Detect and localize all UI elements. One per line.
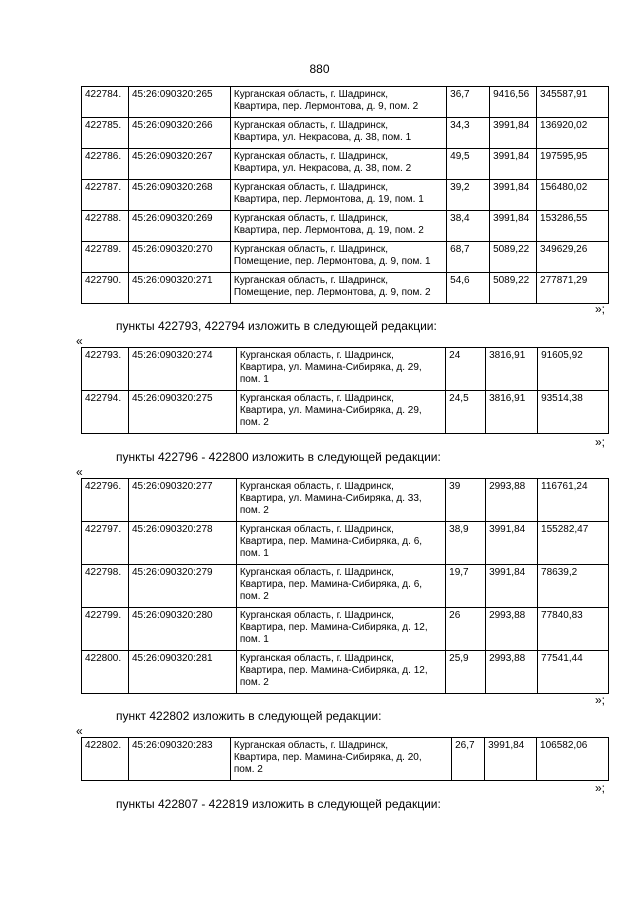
table-row (82, 738, 609, 781)
total-value: 197595,95 (537, 149, 609, 180)
address: Курганская область, г. Шадринск, Квартира, ул. Мамина-Сибиряка, д. 29, пом. 1 (236, 348, 445, 391)
area: 19,7 (446, 565, 486, 608)
closing-quote: »; (594, 781, 605, 795)
address: Курганская область, г. Шадринск, Квартира, пер. Мамина-Сибиряка, д. 12, пом. 1 (236, 608, 445, 651)
cadastral-number: 45:26:090320:277 (128, 479, 236, 522)
cadastral-number: 45:26:090320:281 (128, 651, 236, 694)
area: 26 (446, 608, 486, 651)
area: 38,4 (447, 211, 490, 242)
total-value: 91605,92 (538, 348, 609, 391)
unit-price: 5089,22 (490, 273, 537, 304)
area: 49,5 (447, 149, 490, 180)
cadastral-number: 45:26:090320:280 (128, 608, 236, 651)
cadastral-number: 45:26:090320:265 (128, 87, 230, 118)
total-value: 136920,02 (537, 118, 609, 149)
unit-price: 2993,88 (486, 479, 538, 522)
area: 24,5 (446, 391, 486, 434)
unit-price: 3991,84 (490, 118, 537, 149)
unit-price: 9416,56 (490, 87, 537, 118)
property-table-4 (81, 737, 609, 781)
amendment-paragraph: пункты 422796 - 422800 изложить в следующей редакции: (116, 450, 441, 464)
cadastral-number: 45:26:090320:274 (128, 348, 236, 391)
table-row (82, 565, 609, 608)
address: Курганская область, г. Шадринск, Квартира, пер. Мамина-Сибиряка, д. 6, пом. 2 (236, 565, 445, 608)
row-number: 422789. (82, 242, 129, 273)
total-value: 345587,91 (537, 87, 609, 118)
opening-quote: « (76, 724, 83, 738)
cadastral-number: 45:26:090320:275 (128, 391, 236, 434)
unit-price: 3991,84 (490, 149, 537, 180)
address: Курганская область, г. Шадринск, Квартира, ул. Мамина-Сибиряка, д. 33, пом. 2 (236, 479, 445, 522)
total-value: 156480,02 (537, 180, 609, 211)
row-number: 422784. (82, 87, 129, 118)
table-row (82, 242, 609, 273)
cadastral-number: 45:26:090320:279 (128, 565, 236, 608)
address: Курганская область, г. Шадринск, Квартира, пер. Мамина-Сибиряка, д. 6, пом. 1 (236, 522, 445, 565)
row-number: 422790. (82, 273, 129, 304)
row-number: 422788. (82, 211, 129, 242)
area: 24 (446, 348, 486, 391)
total-value: 78639,2 (538, 565, 609, 608)
total-value: 349629,26 (537, 242, 609, 273)
page-number: 880 (309, 62, 330, 76)
row-number: 422787. (82, 180, 129, 211)
address: Курганская область, г. Шадринск, Квартира, пер. Мамина-Сибиряка, д. 20, пом. 2 (230, 738, 451, 781)
address: Курганская область, г. Шадринск, Квартира, пер. Лермонтова, д. 19, пом. 1 (230, 180, 446, 211)
address: Курганская область, г. Шадринск, Помещение, пер. Лермонтова, д. 9, пом. 2 (230, 273, 446, 304)
table-row (82, 391, 609, 434)
property-table-2 (81, 347, 609, 434)
table-row (82, 608, 609, 651)
cadastral-number: 45:26:090320:270 (128, 242, 230, 273)
cadastral-number: 45:26:090320:267 (128, 149, 230, 180)
opening-quote: « (76, 334, 83, 348)
total-value: 153286,55 (537, 211, 609, 242)
unit-price: 3991,84 (486, 565, 538, 608)
unit-price: 3991,84 (485, 738, 537, 781)
cadastral-number: 45:26:090320:268 (128, 180, 230, 211)
table-row (82, 522, 609, 565)
cadastral-number: 45:26:090320:271 (128, 273, 230, 304)
address: Курганская область, г. Шадринск, Квартира, ул. Некрасова, д. 38, пом. 2 (230, 149, 446, 180)
address: Курганская область, г. Шадринск, Квартира, пер. Мамина-Сибиряка, д. 12, пом. 2 (236, 651, 445, 694)
cadastral-number: 45:26:090320:283 (128, 738, 230, 781)
cadastral-number: 45:26:090320:278 (128, 522, 236, 565)
area: 39 (446, 479, 486, 522)
table-row (82, 479, 609, 522)
address: Курганская область, г. Шадринск, Квартира, ул. Некрасова, д. 38, пом. 1 (230, 118, 446, 149)
amendment-paragraph: пункты 422807 - 422819 изложить в следующей редакции: (116, 797, 441, 811)
unit-price: 5089,22 (490, 242, 537, 273)
amendment-paragraph: пункт 422802 изложить в следующей редакции: (116, 709, 382, 723)
total-value: 155282,47 (538, 522, 609, 565)
table-row (82, 149, 609, 180)
area: 34,3 (447, 118, 490, 149)
unit-price: 2993,88 (486, 651, 538, 694)
total-value: 93514,38 (538, 391, 609, 434)
address: Курганская область, г. Шадринск, Квартира, пер. Лермонтова, д. 19, пом. 2 (230, 211, 446, 242)
area: 25,9 (446, 651, 486, 694)
total-value: 77541,44 (538, 651, 609, 694)
row-number: 422798. (82, 565, 129, 608)
cadastral-number: 45:26:090320:269 (128, 211, 230, 242)
address: Курганская область, г. Шадринск, Квартира, пер. Лермонтова, д. 9, пом. 2 (230, 87, 446, 118)
row-number: 422799. (82, 608, 129, 651)
unit-price: 3991,84 (490, 180, 537, 211)
row-number: 422802. (82, 738, 129, 781)
row-number: 422796. (82, 479, 129, 522)
property-table-3 (81, 478, 609, 694)
property-table-1 (81, 86, 609, 304)
total-value: 77840,83 (538, 608, 609, 651)
area: 54,6 (447, 273, 490, 304)
total-value: 106582,06 (537, 738, 609, 781)
unit-price: 3816,91 (486, 348, 538, 391)
unit-price: 2993,88 (486, 608, 538, 651)
address: Курганская область, г. Шадринск, Помещение, пер. Лермонтова, д. 9, пом. 1 (230, 242, 446, 273)
table-row (82, 651, 609, 694)
closing-quote: »; (594, 302, 605, 316)
row-number: 422794. (82, 391, 129, 434)
row-number: 422800. (82, 651, 129, 694)
cadastral-number: 45:26:090320:266 (128, 118, 230, 149)
table-row (82, 273, 609, 304)
area: 36,7 (447, 87, 490, 118)
unit-price: 3816,91 (486, 391, 538, 434)
area: 68,7 (447, 242, 490, 273)
area: 26,7 (452, 738, 485, 781)
row-number: 422797. (82, 522, 129, 565)
closing-quote: »; (594, 693, 605, 707)
row-number: 422785. (82, 118, 129, 149)
unit-price: 3991,84 (490, 211, 537, 242)
area: 38,9 (446, 522, 486, 565)
area: 39,2 (447, 180, 490, 211)
total-value: 277871,29 (537, 273, 609, 304)
table-row (82, 87, 609, 118)
table-row (82, 211, 609, 242)
table-row (82, 118, 609, 149)
total-value: 116761,24 (538, 479, 609, 522)
address: Курганская область, г. Шадринск, Квартира, ул. Мамина-Сибиряка, д. 29, пом. 2 (236, 391, 445, 434)
row-number: 422786. (82, 149, 129, 180)
unit-price: 3991,84 (486, 522, 538, 565)
closing-quote: »; (594, 435, 605, 449)
opening-quote: « (76, 465, 83, 479)
table-row (82, 348, 609, 391)
table-row (82, 180, 609, 211)
amendment-paragraph: пункты 422793, 422794 изложить в следующей редакции: (116, 319, 437, 333)
row-number: 422793. (82, 348, 129, 391)
